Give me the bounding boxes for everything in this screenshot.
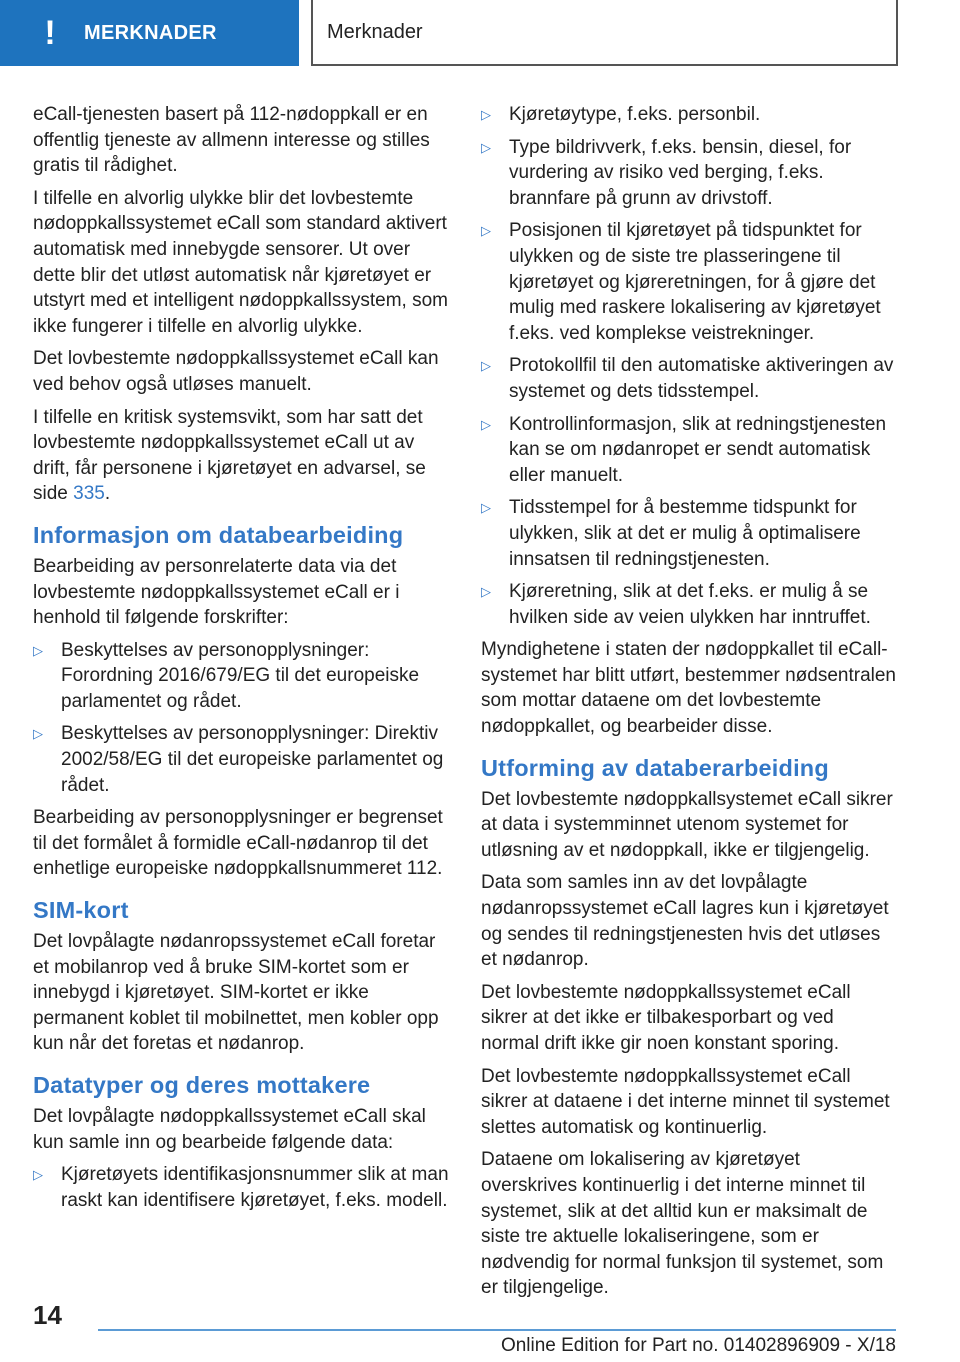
triangle-bullet-icon: ▷: [481, 416, 491, 432]
paragraph-text: I tilfelle en kritisk systemsvikt, som har satt det lovbestemte nødoppkallssystemet eCall ut av drift, får personene i kjøretøyet en advarsel, se side: [33, 406, 426, 505]
paragraph: I tilfelle en alvorlig ulykke blir det lovbestemte nødoppkallssystemet eCall som standard aktivert automatisk med innebygde sensorer. Ut over dette blir det utløst automatisk når kjøretøyet er utstyrt med et intelligent nødoppkallssystem, som ikke fungerer i tilfelle en alvorlig ulykke.: [33, 187, 449, 337]
paragraph-end: .: [104, 483, 111, 505]
paragraph: eCall-tjenesten basert på 112-nødoppkall er en offentlig tjeneste av allmenn interesse og stilles gratis til rådighet.: [33, 104, 430, 177]
heading-data-processing: Informasjon om databearbeiding: [33, 521, 404, 548]
paragraph: Det lovbestemte nødoppkallssystemet eCall sikrer at dataene i det interne minnet til systemet slettes automatisk og kontinuerlig.: [481, 1065, 890, 1138]
list-item: [481, 218, 897, 346]
paragraph: Dataene om lokalisering av kjøretøyet overskrives kontinuerlig i det interne minnet til systemet, slik at det alltid kun er maksimalt de siste tre aktuelle lokaliseringene, som er nødvendig for normal funksjon til systemet, som er tilgjengelige.: [481, 1149, 884, 1299]
edition-footer: Online Edition for Part no. 01402896909 - X/18: [500, 1335, 896, 1356]
list-item-text: Kjøretøytype, f.eks. personbil.: [509, 104, 761, 125]
data-type-list-continued: [481, 102, 897, 630]
list-item: [33, 638, 449, 715]
list-item: [481, 495, 897, 572]
heading-data-processing-design: Utforming av databerarbeiding: [481, 754, 829, 781]
triangle-bullet-icon: ▷: [33, 642, 43, 658]
regulation-list: [33, 638, 449, 799]
heading-data-types: Datatyper og deres mottakere: [33, 1072, 371, 1098]
footer-divider: [98, 1329, 896, 1331]
list-item-text: Beskyttelses av personopplysninger: Forordning 2016/679/EG til det europeiske parlamentet og rådet.: [61, 639, 420, 712]
list-item-text: Kjøreretning, slik at det f.eks. er mulig å se hvilken side av veien ulykken har inntruffet.: [509, 581, 871, 628]
paragraph: Det lovbestemte nødoppkallssystemet eCall sikrer at det ikke er tilbakesporbart og ved normal drift ikke gir noen konstant sporing.: [481, 981, 851, 1054]
list-item: [33, 1162, 449, 1213]
list-item-text: Kontrollinformasjon, slik at redningstjenesten kan se om nødanropet er sendt automatisk eller manuelt.: [509, 413, 887, 486]
triangle-bullet-icon: ▷: [481, 500, 491, 516]
list-item: [33, 721, 449, 798]
triangle-bullet-icon: ▷: [481, 584, 491, 600]
list-item: [481, 353, 897, 404]
paragraph: Det lovpålagte nødanropssystemet eCall foretar et mobilanrop ved å bruke SIM-kortet som er innebygd i kjøretøyet. SIM-kortet er ikke permanent koblet til mobilnettet, men kobler opp kun når det foretas et nødanrop.: [33, 931, 439, 1055]
left-column: [33, 102, 449, 1220]
triangle-bullet-icon: ▷: [481, 358, 491, 374]
page-reference-link[interactable]: 335: [73, 483, 105, 505]
section-tab: [0, 0, 299, 66]
triangle-bullet-icon: ▷: [33, 726, 43, 742]
paragraph: Bearbeiding av personopplysninger er begrenset til det formålet å formidle eCall-nødanrop til det enhetlige europeiske nødoppkallsnummeret 112.: [33, 807, 443, 880]
triangle-bullet-icon: ▷: [481, 139, 491, 155]
triangle-bullet-icon: ▷: [33, 1167, 43, 1183]
triangle-bullet-icon: ▷: [481, 223, 491, 239]
paragraph: Data som samles inn av det lovpålagte nødanropssystemet eCall lagres kun i kjøretøyet og sendes til redningstjenesten hvis det utløses et nødanrop.: [481, 872, 889, 971]
list-item-text: Protokollfil til den automatiske aktiveringen av systemet og dets tidsstempel.: [509, 355, 894, 402]
paragraph: Det lovbestemte nødoppkallsystemet eCall sikrer at data i systemminnet utenom systemet for utløsning av et nødoppkall, ikke er tilgjengelig.: [481, 788, 893, 861]
data-type-list: [33, 1162, 449, 1213]
page-header: [0, 0, 960, 68]
section-tab-label: MERKNADER: [84, 21, 217, 44]
paragraph: Bearbeiding av personrelaterte data via det lovbestemte nødoppkallssystemet eCall er i henhold til følgende forskrifter:: [33, 555, 400, 629]
list-item-text: Type bildrivverk, f.eks. bensin, diesel, for vurdering av risiko ved berging, f.eks. brannfare på grunn av drivstoff.: [509, 136, 852, 209]
page-number: 14: [33, 1300, 62, 1330]
triangle-bullet-icon: ▷: [481, 107, 491, 122]
list-item-text: Posisjonen til kjøretøyet på tidspunktet for ulykken og de siste tre plasseringene til kjøretøyet og kjøreretningen, for å gjøre det mulig med raskere lokalisering av kjøretøyet f.eks. ved komplekse veistrekninger.: [509, 220, 881, 344]
paragraph-with-link: [33, 405, 449, 507]
list-item: [481, 135, 897, 212]
list-item-text: Beskyttelses av personopplysninger: Direktiv 2002/58/EG til det europeiske parlamentet og rådet.: [61, 723, 444, 796]
right-column: [481, 102, 897, 1308]
list-item: [481, 102, 897, 128]
list-item-text: Kjøretøyets identifikasjonsnummer slik at man raskt kan identifisere kjøretøyet, f.eks. modell.: [61, 1164, 449, 1211]
paragraph: Det lovbestemte nødoppkallssystemet eCall kan ved behov også utløses manuelt.: [33, 348, 439, 395]
paragraph: Det lovpålagte nødoppkallssystemet eCall skal kun samle inn og bearbeide følgende data:: [33, 1106, 426, 1153]
list-item-text: Tidsstempel for å bestemme tidspunkt for ulykken, slik at det er mulig å optimalisere innsatsen til redningstjenesten.: [509, 497, 861, 570]
chapter-title-box: [311, 0, 898, 66]
list-item: [481, 412, 897, 489]
list-item: [481, 579, 897, 630]
exclamation-icon: !: [44, 13, 56, 52]
heading-sim-card: SIM-kort: [33, 897, 129, 924]
paragraph: Myndighetene i staten der nødoppkallet til eCall-systemet har blitt utført, bestemmer nødsentralen som mottar dataene om det lovbestemte nødoppkallet, og bearbeider disse.: [481, 639, 896, 738]
chapter-title: Merknader: [327, 20, 423, 43]
